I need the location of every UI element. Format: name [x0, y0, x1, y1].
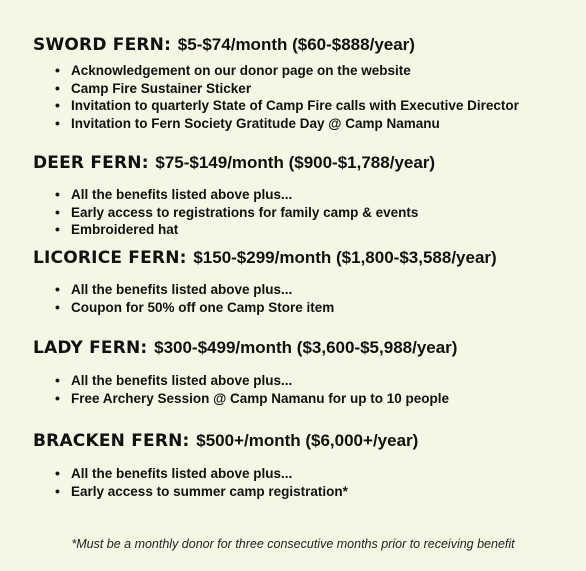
benefit-item: • Early access to registrations for family camp & events: [33, 204, 435, 222]
benefit-list: [33, 465, 418, 500]
tier-name: SWORD FERN:: [33, 35, 172, 55]
benefit-list: [33, 281, 497, 316]
benefit-item: • Invitation to quarterly State of Camp Fire calls with Executive Director: [33, 97, 519, 115]
tier-heading: [33, 334, 457, 358]
benefit-item: • Early access to summer camp registration*: [33, 483, 418, 501]
benefit-item: • All the benefits listed above plus...: [33, 465, 418, 483]
benefit-item: • All the benefits listed above plus...: [33, 372, 457, 390]
tier-heading: [33, 427, 418, 451]
tier-price: $150-$299/month ($1,800-$3,588/year): [193, 248, 497, 267]
tier-name: LADY FERN:: [33, 338, 148, 358]
benefit-item: • All the benefits listed above plus...: [33, 281, 497, 299]
tier-lady-fern: [33, 334, 457, 407]
benefit-item: • Invitation to Fern Society Gratitude Day @ Camp Namanu: [33, 115, 519, 133]
tier-name: DEER FERN:: [33, 153, 149, 173]
benefit-list: [33, 372, 457, 407]
tier-sword-fern: [33, 31, 519, 132]
tier-name: LICORICE FERN:: [33, 248, 187, 268]
tier-heading: [33, 31, 519, 55]
benefit-list: [33, 186, 435, 239]
benefit-item: • Acknowledgement on our donor page on the website: [33, 62, 519, 80]
benefit-item: • Coupon for 50% off one Camp Store item: [33, 299, 497, 317]
benefit-list: [33, 62, 519, 132]
benefit-item: • Camp Fire Sustainer Sticker: [33, 80, 519, 98]
tier-price: $75-$149/month ($900-$1,788/year): [155, 153, 436, 172]
footnote: *Must be a monthly donor for three consecutive months prior to receiving benefit: [71, 536, 515, 551]
tier-licorice-fern: [33, 244, 497, 316]
benefit-item: • Embroidered hat: [33, 221, 435, 239]
tier-price: $500+/month ($6,000+/year): [196, 431, 419, 450]
tier-name: BRACKEN FERN:: [33, 431, 190, 451]
benefit-item: • Free Archery Session @ Camp Namanu for up to 10 people: [33, 390, 457, 408]
tier-heading: [33, 149, 435, 173]
tier-deer-fern: [33, 149, 435, 239]
benefit-item: • All the benefits listed above plus...: [33, 186, 435, 204]
tier-bracken-fern: [33, 427, 418, 500]
tier-heading: [33, 244, 497, 268]
tier-price: $300-$499/month ($3,600-$5,988/year): [154, 338, 458, 357]
tier-price: $5-$74/month ($60-$888/year): [177, 35, 415, 54]
